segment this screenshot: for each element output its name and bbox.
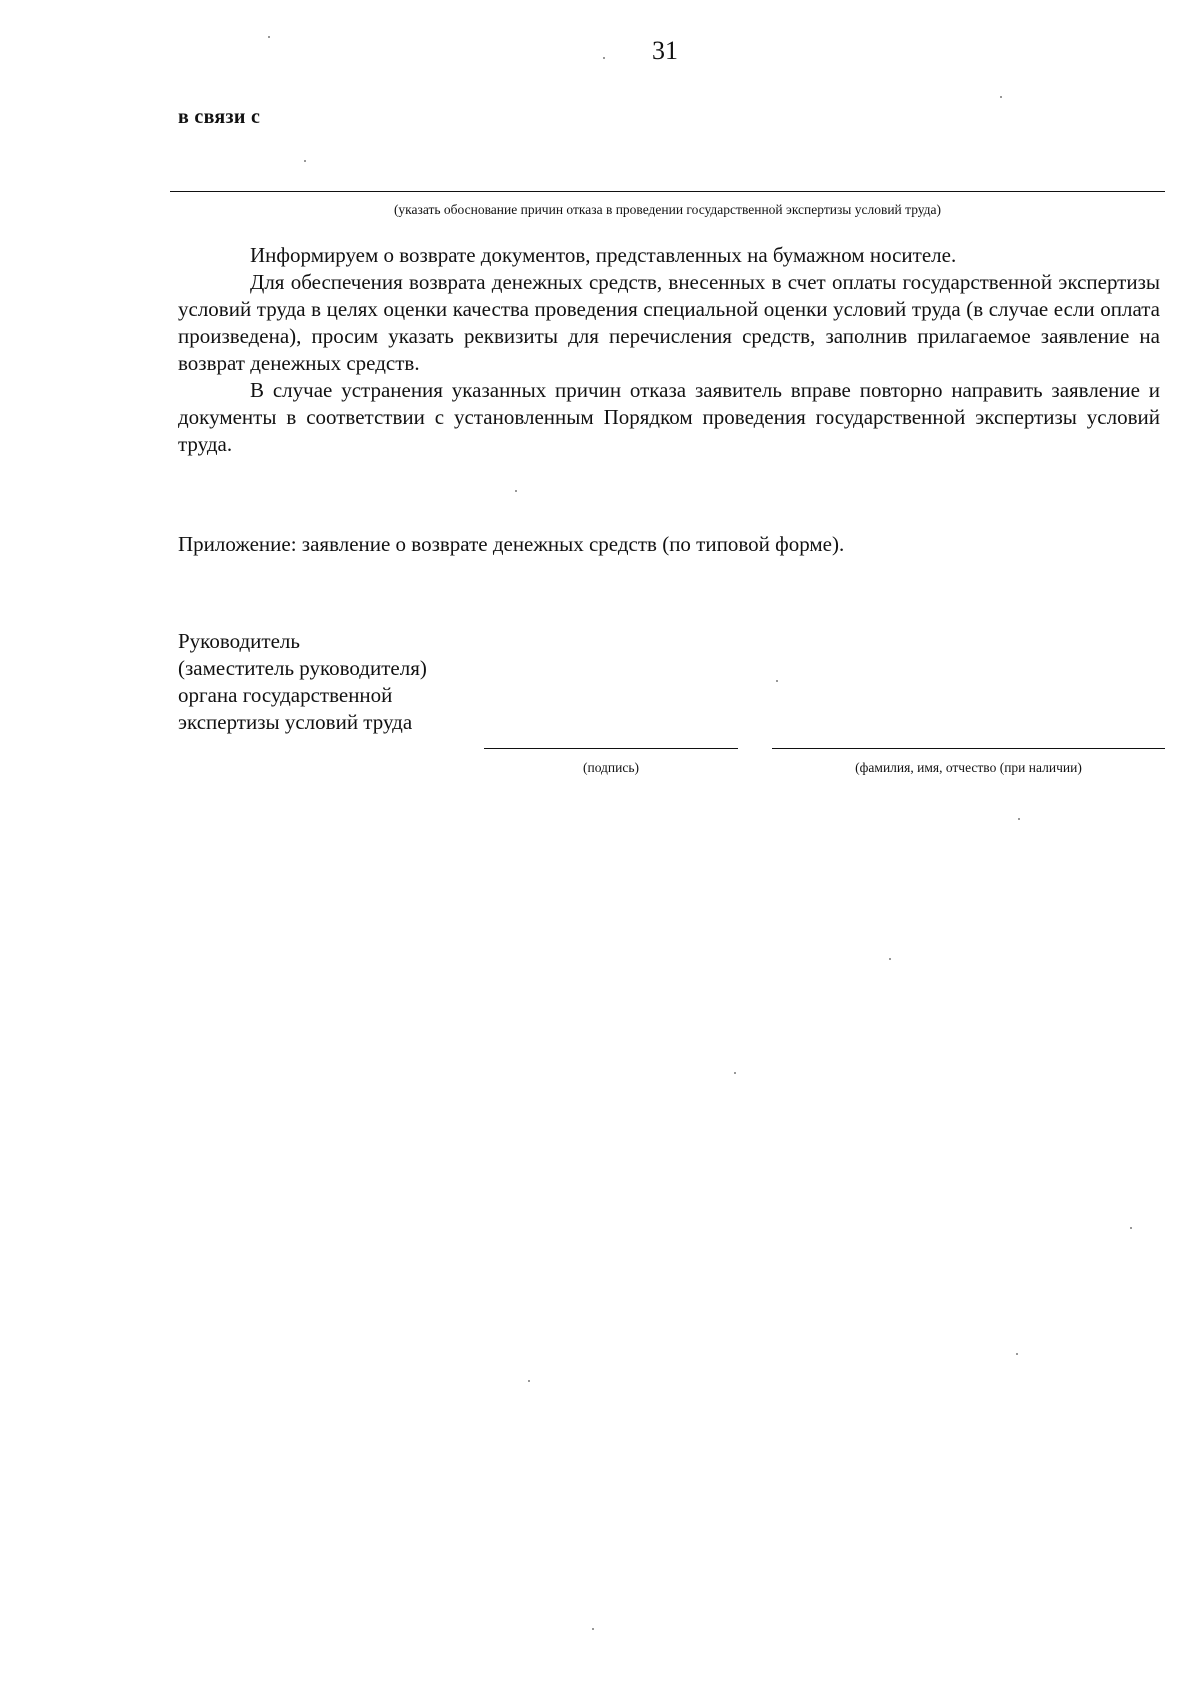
signer-line: органа государственной <box>178 683 393 707</box>
page-number: 31 <box>652 36 678 65</box>
scan-speck <box>1000 96 1002 98</box>
scan-speck <box>734 1072 736 1074</box>
scan-speck <box>528 1380 530 1382</box>
full-name-caption: (фамилия, имя, отчество (при наличии) <box>855 760 1082 775</box>
reason-fill-line <box>170 191 1165 192</box>
scan-speck <box>889 958 891 960</box>
body-text <box>178 242 1160 458</box>
reason-prefix: в связи с <box>178 106 261 128</box>
scan-speck <box>1130 1227 1132 1229</box>
signer-line: экспертизы условий труда <box>178 710 413 734</box>
signer-line: (заместитель руководителя) <box>178 656 427 680</box>
scan-speck <box>592 1628 594 1630</box>
scan-speck <box>268 36 270 38</box>
scan-speck <box>1018 818 1020 820</box>
scan-speck <box>304 160 306 162</box>
signer-block <box>178 628 427 736</box>
scan-speck <box>776 680 778 682</box>
scan-speck <box>603 57 605 59</box>
full-name-line <box>772 748 1165 749</box>
scan-speck <box>515 490 517 492</box>
paragraph-documents-return: Информируем о возврате документов, представленных на бумажном носителе. <box>250 243 957 267</box>
paragraph-resubmission: В случае устранения указанных причин отказа заявитель вправе повторно направить заявление и документы в соответствии с установленным Порядком проведения государственной экспертизы условий труда. <box>178 378 1160 456</box>
signature-caption: (подпись) <box>582 760 640 775</box>
paragraph-money-return: Для обеспечения возврата денежных средств, внесенных в счет оплаты государственной экспертизы условий труда в целях оценки качества проведения специальной оценки условий труда (в случае если оплата произведена), просим указать реквизиты для перечисления средств, заполнив прилагаемое заявление на возврат денежных средств. <box>178 270 1160 375</box>
signature-line <box>484 748 738 749</box>
attachment-note: Приложение: заявление о возврате денежных средств (по типовой форме). <box>178 532 845 556</box>
reason-caption: (указать обоснование причин отказа в проведении государственной экспертизы условий труда) <box>393 202 942 217</box>
signer-line: Руководитель <box>178 629 300 653</box>
scan-speck <box>1016 1353 1018 1355</box>
